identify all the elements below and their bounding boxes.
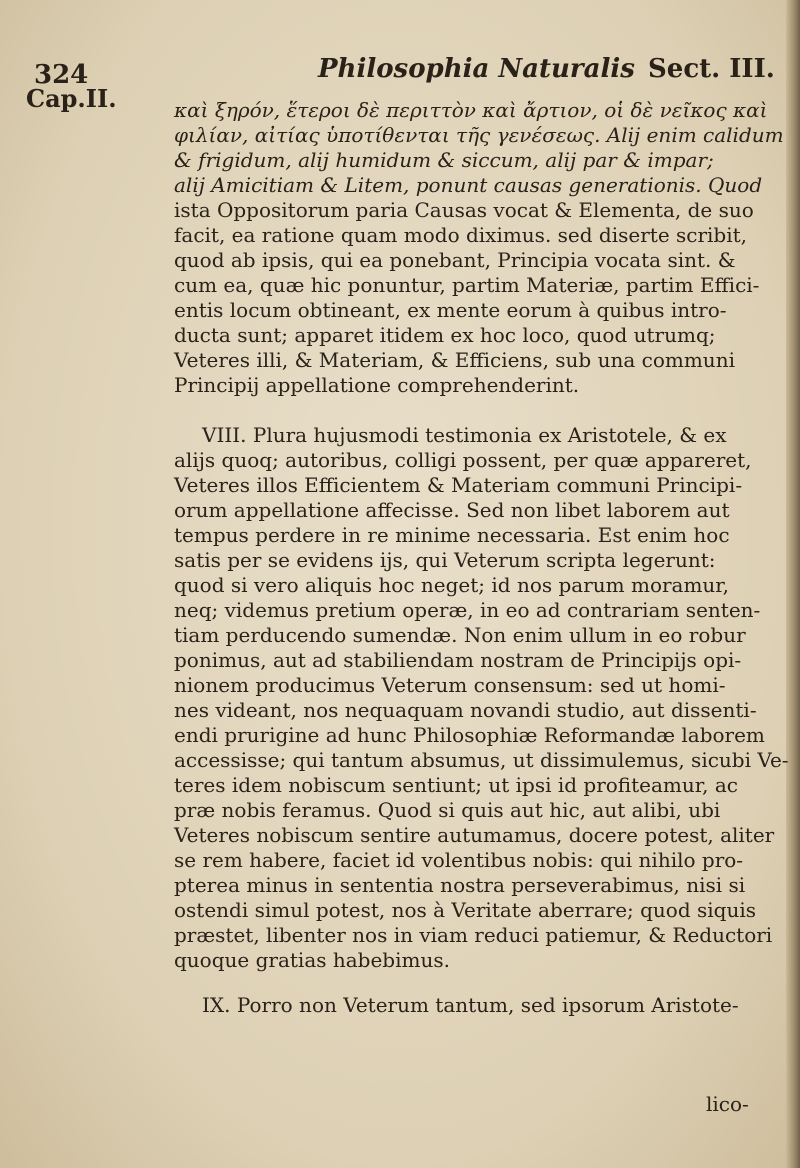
text-line: Veteres illi, & Materiam, & Efficiens, sub una communi — [174, 348, 735, 372]
page-number: 324 — [34, 60, 89, 90]
text-line: nes videant, nos nequaquam novandi studio, aut dissenti- — [174, 698, 757, 722]
paragraph — [174, 993, 794, 1018]
text-line: tempus perdere in re minime necessaria. Est enim hoc — [174, 523, 730, 547]
text-line: Veteres nobiscum sentire autumamus, docere potest, aliter — [174, 823, 775, 847]
running-title: Philosophia Naturalis — [318, 54, 635, 84]
text-line: accessisse; qui tantum absumus, ut dissimulemus, sicubi Ve- — [174, 748, 789, 772]
catchword: lico- — [706, 1092, 749, 1116]
text-line: IX. Porro non Veterum tantum, sed ipsorum Aristote- — [202, 993, 739, 1017]
text-line: quoque gratias habebimus. — [174, 948, 450, 972]
text-line: ostendi simul potest, nos à Veritate aberrare; quod siquis — [174, 898, 757, 922]
text-line: alij Amicitiam & Litem, ponunt causas generationis. Quod — [174, 173, 763, 197]
text-line: ponimus, aut ad stabiliendam nostram de Principijs opi- — [174, 648, 742, 672]
section-label: Sect. III. — [648, 54, 775, 84]
text-line: pterea minus in sententia nostra perseverabimus, nisi si — [174, 873, 746, 897]
text-line: Veteres illos Efficientem & Materiam communi Principi- — [174, 473, 743, 497]
text-line: cum ea, quæ hic ponuntur, partim Materiæ, partim Effici- — [174, 273, 760, 297]
text-line: facit, ea ratione quam modo diximus. sed diserte scribit, — [174, 223, 748, 247]
text-line: ista Oppositorum paria Causas vocat & Elementa, de suo — [174, 198, 754, 222]
body-text — [174, 98, 794, 1018]
text-line: orum appellatione affecisse. Sed non libet laborem aut — [174, 498, 730, 522]
text-line: neq; videmus pretium operæ, in eo ad contrariam senten- — [174, 598, 761, 622]
text-line: præ nobis feramus. Quod si quis aut hic, aut alibi, ubi — [174, 798, 721, 822]
text-line: ducta sunt; apparet itidem ex hoc loco, quod utrumq; — [174, 323, 716, 347]
text-line: endi prurigine ad hunc Philosophiæ Reformandæ laborem — [174, 723, 765, 747]
text-line: quod si vero aliquis hoc neget; id nos parum moramur, — [174, 573, 730, 597]
text-line: φιλίαν, αἰτίας ὑποτίθενται τῆς γενέσεως. Alij enim calidum — [174, 123, 784, 147]
text-line: nionem producimus Veterum consensum: sed ut homi- — [174, 673, 726, 697]
text-line: Principij appellatione comprehenderint. — [174, 373, 580, 397]
text-line: se rem habere, faciet id volentibus nobis: qui nihilo pro- — [174, 848, 744, 872]
text-line: VIII. Plura hujusmodi testimonia ex Aristotele, & ex — [202, 423, 727, 447]
running-header — [0, 52, 800, 92]
text-line: alijs quoq; autoribus, colligi possent, per quæ appareret, — [174, 448, 752, 472]
text-line: tiam perducendo sumendæ. Non enim ullum in eo robur — [174, 623, 746, 647]
text-line: entis locum obtineant, ex mente eorum à quibus intro- — [174, 298, 727, 322]
text-line: teres idem nobiscum sentiunt; ut ipsi id profiteamur, ac — [174, 773, 738, 797]
paragraph — [174, 423, 794, 973]
text-line: καὶ ξηρόν, ἕτεροι δὲ περιττὸν καὶ ἄρτιον, οἱ δὲ νεῖκος καὶ — [174, 98, 768, 122]
paragraph — [174, 98, 794, 398]
text-line: præstet, libenter nos in viam reduci patiemur, & Reductori — [174, 923, 773, 947]
text-line: quod ab ipsis, qui ea ponebant, Principia vocata sint. & — [174, 248, 736, 272]
text-line: satis per se evidens ijs, qui Veterum scripta legerunt: — [174, 548, 716, 572]
chapter-margin-label: Cap.II. — [26, 84, 117, 113]
text-line: & frigidum, alij humidum & siccum, alij par & impar; — [174, 148, 714, 172]
